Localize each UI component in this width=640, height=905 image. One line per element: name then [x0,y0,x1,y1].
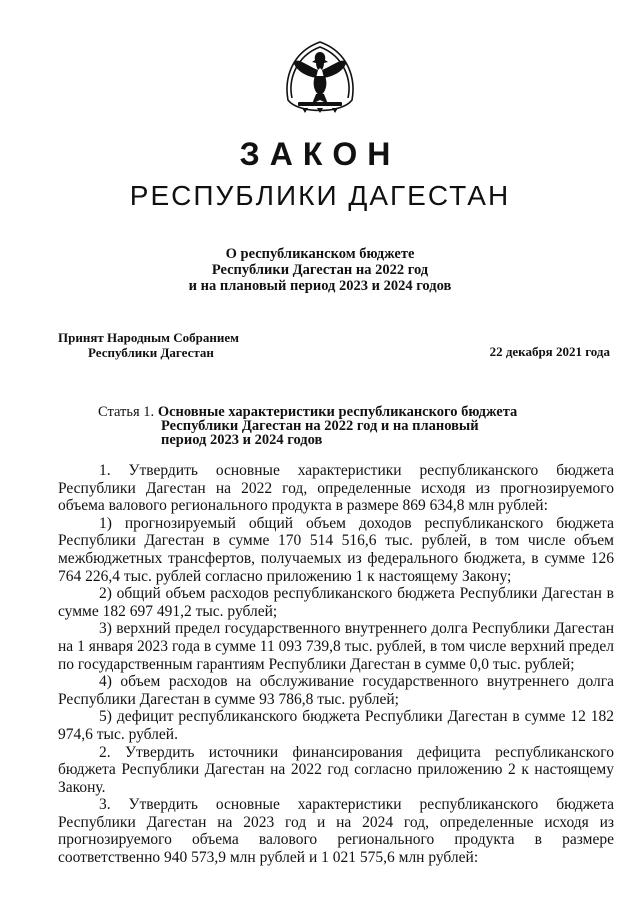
law-name [0,246,640,294]
paragraph: 1) прогнозируемый общий объем доходов республиканского бюджета Республики Дагестан в сумме 170 514 516,6 тыс. рублей, в том числе объем межбюджетных трансфертов, получаемых из федерального бюджета, в сумме 126 764 226,4 тыс. рублей согласно приложению 1 к настоящему Закону; [58,514,614,585]
adopted-line: Принят Народным Собранием [58,330,240,345]
article-label: Статья 1. [98,404,155,420]
article-heading [98,405,598,447]
article-body [58,462,614,867]
law-name-line: О республиканском бюджете [225,246,415,262]
coat-of-arms-emblem [282,38,358,118]
adopted-date: 22 декабря 2021 года [489,344,610,359]
paragraph: 4) объем расходов на обслуживание государственного внутреннего долга Республики Дагестан в сумме 93 786,8 тыс. рублей; [58,673,614,708]
adopted-by [58,330,239,360]
paragraph: 1. Утвердить основные характеристики республиканского бюджета Республики Дагестан на 2022 год, определенные исходя из прогнозируемого объема валового регионального продукта в размере 869 634,8 млн рублей: [58,462,614,515]
paragraph: 3. Утвердить основные характеристики республиканского бюджета Республики Дагестан на 2023 год и на 2024 год, определенные исходя из прогнозируемого объема валового регионального продукта в размере соответственно 940 573,9 млн рублей и 1 021 575,6 млн рублей: [58,796,614,867]
article-title: Основные характеристики республиканского бюджета [157,404,518,420]
law-title: ЗАКОН [239,136,401,172]
law-name-line: и на плановый период 2023 и 2024 годов [188,278,452,294]
law-subtitle: РЕСПУБЛИКИ ДАГЕСТАН [129,180,511,211]
paragraph: 2. Утвердить источники финансирования дефицита республиканского бюджета Республики Дагестан на 2022 год согласно приложению 2 к настоящему Закону. [58,743,614,796]
law-name-line: Республики Дагестан на 2022 год [211,262,429,278]
article-title-line: период 2023 и 2024 годов [161,432,323,448]
article-title-line: Республики Дагестан на 2022 год и на плановый [161,418,479,434]
paragraph: 5) дефицит республиканского бюджета Республики Дагестан в сумме 12 182 974,6 тыс. рублей. [58,708,614,743]
paragraph: 3) верхний предел государственного внутреннего долга Республики Дагестан на 1 января 2023 года в сумме 11 093 739,8 тыс. рублей, в том числе верхний предел по государственным гарантиям Республики Дагестан в сумме 0,0 тыс. рублей; [58,620,614,673]
paragraph: 2) общий объем расходов республиканского бюджета Республики Дагестан в сумме 182 697 491,2 тыс. рублей; [58,585,614,620]
adopted-line: Республики Дагестан [88,345,214,360]
